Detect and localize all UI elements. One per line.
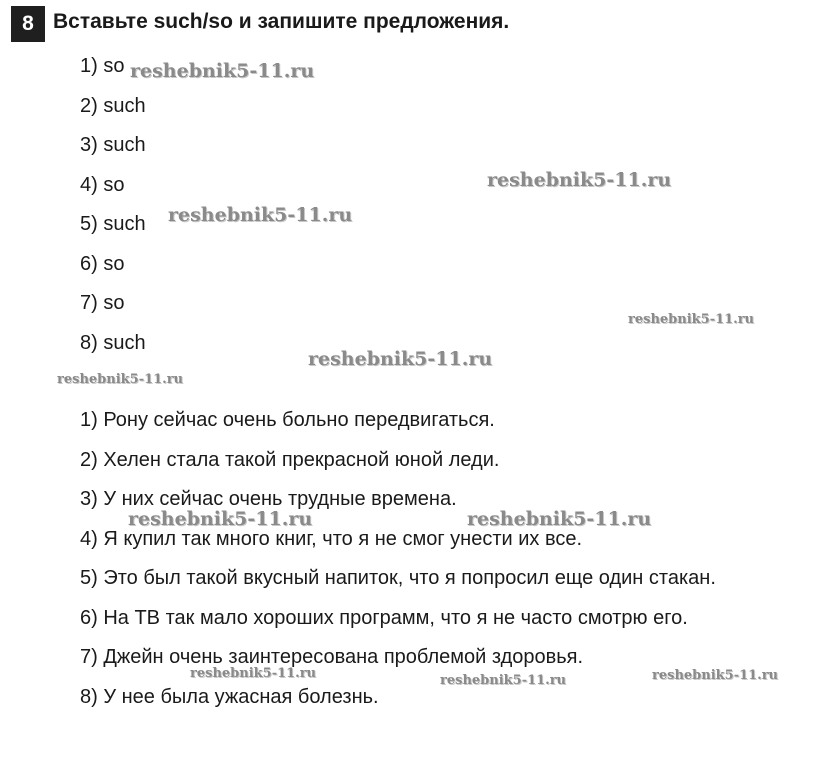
task-title: Вставьте such/so и запишите предложения. [53,10,510,33]
translation-item: 5) Это был такой вкусный напиток, что я попросил еще один стакан. [80,567,716,589]
answer-item: 2) such [80,94,146,117]
watermark-text: reshebnik5-11.ru [168,204,353,226]
translation-item: 2) Хелен стала такой прекрасной юной леди. [80,448,500,471]
watermark-text: reshebnik5-11.ru [467,508,652,530]
translation-item: 8) У нее была ужасная болезнь. [80,685,379,708]
watermark-text: reshebnik5-11.ru [128,508,313,530]
watermark-text: reshebnik5-11.ru [652,668,779,683]
watermark-text: reshebnik5-11.ru [130,60,315,82]
watermark-text: reshebnik5-11.ru [487,169,672,191]
answer-item: 6) so [80,252,125,275]
translation-item: 6) На ТВ так мало хороших программ, что я не часто смотрю его. [80,606,688,629]
answer-list [80,51,146,367]
translation-item: 1) Рону сейчас очень больно передвигаться. [80,409,495,431]
answer-item: 4) so [80,173,125,196]
watermark-text: reshebnik5-11.ru [440,673,567,688]
translation-item: 7) Джейн очень заинтересована проблемой здоровья. [80,646,584,668]
watermark-text: reshebnik5-11.ru [628,312,755,327]
answer-item: 7) so [80,292,125,314]
answer-item: 1) so [80,55,125,77]
answer-item: 3) such [80,134,146,156]
watermark-text: reshebnik5-11.ru [57,372,184,387]
translation-item: 4) Я купил так много книг, что я не смог унести их все. [80,527,583,550]
translation-item: 3) У них сейчас очень трудные времена. [80,488,457,510]
translation-list [80,405,716,721]
watermark-text: reshebnik5-11.ru [190,666,317,681]
answer-item: 8) such [80,331,146,354]
answer-item: 5) such [80,213,146,235]
task-number-badge: 8 [11,6,45,42]
watermark-text: reshebnik5-11.ru [308,348,493,370]
